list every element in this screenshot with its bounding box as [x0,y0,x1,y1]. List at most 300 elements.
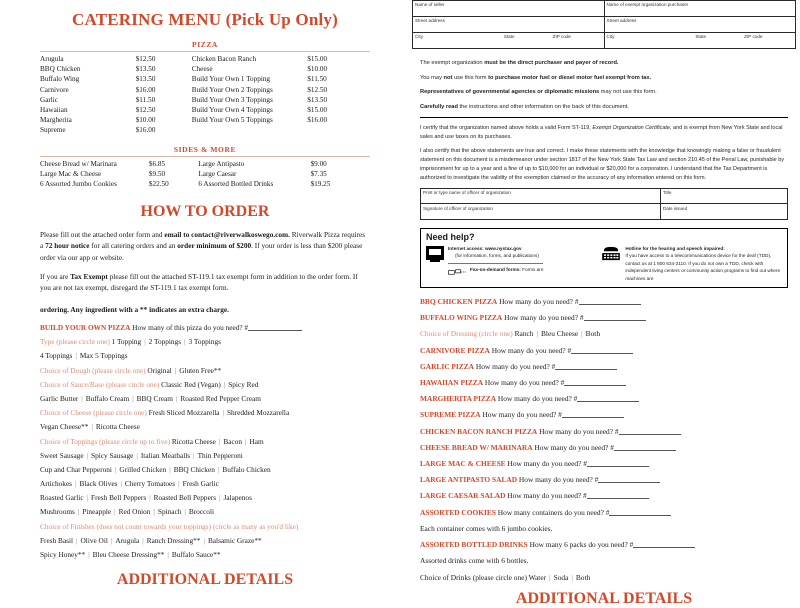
option[interactable]: Pineapple [82,507,112,517]
byo-sauce-options-1[interactable] [161,380,258,389]
tax-statements-block [412,58,796,288]
table-row [40,105,370,115]
seller-state-field[interactable]: State [503,34,515,39]
byo-toppings-line-4 [40,477,370,491]
byo-heading-line [40,321,370,335]
option[interactable]: Buffalo Sauce** [171,550,221,560]
purchaser-city-field[interactable]: City [606,34,615,39]
how-to-order-paragraph-1 [40,229,370,263]
byo-type-options-2[interactable] [40,351,127,360]
option[interactable]: Bleu Cheese [541,329,579,339]
purchaser-zip-field[interactable]: ZIP code [744,34,763,39]
item-price-2: $15.00 [307,106,328,115]
hotline-body: If you have access to a telecommunications device for the deaf (TDD), contact us at 1 800 634-2110. If you do not own a TDD, check with independent living centers or community action programs to find out where machines are [625,253,781,282]
option[interactable]: Grilled Chicken [119,464,167,474]
option[interactable]: Sweet Sausage [40,450,84,460]
option-separator: | [110,535,113,545]
seller-street-field[interactable]: Street address [413,17,605,32]
option[interactable]: Both [575,572,591,582]
order-item-name: BUFFALO WING PIZZA [420,313,503,323]
pizza-table-body [40,54,370,136]
seller-zip-field[interactable]: ZIP code [552,34,571,39]
byo-toppings-options-6[interactable] [40,507,214,516]
order-quantity-blank[interactable] [571,353,633,354]
item-price: $12.50 [135,55,156,64]
fax-label: Fax-on-demand forms: [470,266,521,272]
option-separator: | [169,464,171,474]
option[interactable]: Fresh Bell Peppers [91,493,147,503]
need-help-internet-column [426,245,593,283]
item-price-2: $9.00 [310,159,327,168]
option-separator: | [114,464,117,474]
item-name: Carnivore [40,85,69,94]
order-line [420,537,788,553]
p2-pre: If you are [40,271,71,281]
order-quantity-blank[interactable] [564,385,626,386]
option-separator: | [149,493,151,503]
order-line [420,440,788,456]
order-quantity-blank[interactable] [619,434,681,435]
order-line [420,456,788,472]
order-line [420,342,788,358]
item-price-2: $15.00 [307,55,328,64]
order-quantity-blank[interactable] [614,450,676,451]
item-name: Arugula [40,55,64,64]
option[interactable]: Thin Pepperoni [197,450,243,460]
byo-finishes-line-1 [40,534,370,548]
byo-sauce-line [40,378,370,392]
how-to-order-paragraph-3: ordering. Any ingredient with a ** indicates an extra charge. [40,304,229,314]
tax-form-row-name [413,1,795,17]
order-quantity-blank[interactable] [598,482,660,483]
byo-toppings-label: Choice of Toppings (please circle up to five) [40,436,171,446]
officer-title-field[interactable]: Title [662,190,672,196]
pizza-price-table [40,54,370,136]
item-name-2: Cheese [191,65,213,74]
order-item-name: LARGE ANTIPASTO SALAD [420,475,518,485]
option-separator: | [75,351,77,361]
divider [40,156,370,157]
item-name: 6 Assorted Jumbo Cookies [40,179,117,188]
tax-statements-list [420,58,788,112]
seller-name-field[interactable]: Name of seller [413,1,605,16]
signature-row-print [421,189,787,205]
order-line [420,294,788,310]
item-name-2 [192,125,308,135]
item-name: Buffalo Wing [40,75,80,84]
order-item-name: CHICKEN BACON RANCH PIZZA [420,426,538,436]
order-form-items [420,294,788,586]
item-name: Garlic [40,95,58,104]
drinks-choice-label: Choice of Drinks (please circle one) [420,572,527,582]
option[interactable]: 3 Toppings [188,337,221,347]
p1-end: . If your order is less than $200 please order via our app or website. [40,241,363,262]
item-price-2 [307,125,370,135]
option[interactable]: Balsamic Graze** [207,535,262,545]
option[interactable]: Spicy Sausage [91,450,134,460]
table-row [40,159,370,169]
item-price: $16.00 [135,85,156,94]
order-item-question: How many do you need? # [504,313,584,323]
byo-dough-label: Choice of Dough (please circle one) [40,365,146,375]
option[interactable]: Ranch [514,329,534,339]
order-item-question: How many do you need? # [499,296,579,306]
tax-exempt-and-order-page [404,0,800,607]
certify1-post: and is exempt from New York State and local sales and use taxes on its purchases. [420,125,783,141]
order-item-name: SUPREME PIZZA [420,410,481,420]
purchaser-state-field[interactable]: State [695,34,707,39]
tax-signature-box [420,188,788,220]
byo-toppings-options-4[interactable] [40,479,219,488]
byo-finishes-line-2 [40,548,370,562]
option-separator: | [81,393,83,403]
order-item-question: How many do you need? # [518,475,599,485]
option-separator: | [144,337,146,347]
option-separator: | [88,550,90,560]
order-item-question: How many containers do you need? # [497,507,610,517]
option[interactable]: Olive Oil [80,535,108,545]
how-to-order-title: HOW TO ORDER [140,203,270,221]
byo-finishes-options-1[interactable] [40,536,262,545]
option[interactable]: Jalapenos [223,493,252,503]
byo-toppings-options-5[interactable] [40,493,252,502]
item-price-2: $19.25 [310,179,331,188]
drinks-note: Assorted drinks come with 6 bottles. [420,556,529,566]
p2-tax-exempt: Tax Exempt [70,271,108,281]
order-item-question: How many do you need? # [482,410,562,420]
option[interactable]: 2 Toppings [148,337,182,347]
officer-signature-field[interactable]: Signature of officer of organization [421,204,661,219]
byo-dough-line [40,363,370,377]
option[interactable]: Soda [553,572,569,582]
order-quantity-blank[interactable] [587,498,649,499]
table-row [40,85,370,95]
option-separator: | [184,337,186,347]
divider [420,117,788,118]
option[interactable]: Fresh Basil [40,535,74,545]
byo-type-label: Type (please circle one) [40,337,110,347]
item-name-2: Build Your Own 1 Topping [191,75,271,84]
purchaser-name-field[interactable]: Name of exempt organization purchaser [606,2,689,7]
table-row [40,115,370,125]
option[interactable]: Buffalo Chicken [222,464,271,474]
tax-statement: Representatives of governmental agencies or diplomatic missions may not use this form. [420,89,657,96]
byo-toppings-options-3[interactable] [40,465,271,474]
option[interactable]: Shredded Mozzarella [227,408,290,418]
date-issued-field[interactable]: Date issued [662,205,688,211]
option[interactable]: Cup and Char Pepperoni [40,464,112,474]
item-name: BBQ Chicken [40,65,81,74]
tax-form-address-box [412,0,796,49]
option[interactable]: Max 5 Toppings [79,351,128,361]
item-name: Margherita [40,116,72,125]
item-name-2: Build Your Own 3 Toppings [191,95,273,104]
item-price: $12.50 [135,106,156,115]
tax-form-row-city [413,33,795,48]
item-name-2: Build Your Own 5 Toppings [191,116,273,125]
option-separator: | [223,379,226,389]
tax-statement: Carefully read the instructions and other information on the back of this document. [420,103,629,110]
need-help-columns [426,245,782,283]
need-help-hotline-column [601,245,782,283]
order-line [420,472,788,488]
byo-toppings-line-6 [40,505,370,519]
fax-machine-icon [448,268,466,276]
option[interactable]: 1 Topping [111,337,142,347]
option[interactable]: Fresh Garlic [182,479,219,489]
order-item-name: ASSORTED COOKIES [420,507,496,517]
option[interactable]: Arugula [115,535,140,545]
seller-city-state-zip[interactable] [413,33,605,48]
divider [40,51,370,52]
byo-toppings-options-1[interactable] [172,437,264,446]
need-help-box [420,228,788,288]
option[interactable]: Cherry Tomatoes [124,479,176,489]
option[interactable]: BBQ Cream [136,393,173,403]
byo-toppings-line-3 [40,463,370,477]
need-help-title: Need help? [426,231,475,242]
option-separator: | [174,365,177,375]
option[interactable]: 4 Toppings [40,351,73,361]
option-separator: | [75,479,77,489]
table-row [40,125,370,135]
option[interactable]: Roasted Garlic [40,493,84,503]
order-line [420,407,788,423]
order-quantity-blank[interactable] [584,320,646,321]
seller-city-field[interactable]: City [415,34,423,39]
sides-table-body [40,159,370,190]
item-price: $10.00 [135,116,156,125]
option[interactable]: Water [528,572,547,582]
option[interactable]: Black Olives [79,479,118,489]
order-quantity-blank[interactable] [577,401,639,402]
option[interactable]: Artichokes [40,479,73,489]
table-row [40,74,370,84]
p1-pre: Please fill out the attached order form and [40,230,165,240]
order-item-name: HAWAIIAN PIZZA [420,377,484,387]
option-separator: | [193,450,195,460]
order-quantity-blank[interactable] [609,515,671,516]
drinks-choice-line [420,569,788,585]
order-item-question: How many do you need? # [497,394,578,404]
option[interactable]: Broccoli [188,507,215,517]
order-item-name: CARNIVORE PIZZA [420,345,490,355]
byo-heading: BUILD YOUR OWN PIZZA [40,323,131,333]
byo-toppings-line [40,434,370,448]
option[interactable]: Ranch Dressing** [146,535,201,545]
option-separator: | [549,572,551,582]
option-separator: | [142,535,144,545]
item-name-2: Large Caesar [198,169,237,178]
order-item-question: How many do you need? # [507,459,587,469]
tax-form-row-street [413,17,795,33]
byo-cheese-options-2[interactable] [40,422,140,431]
option[interactable]: Bacon [223,436,242,446]
tax-statement: The exempt organization must be the direct purchaser and payer of record. [420,60,619,66]
divider [448,263,543,264]
option[interactable]: Both [585,329,601,339]
order-quantity-blank[interactable] [555,369,617,370]
byo-cheese-line [40,406,370,420]
option[interactable]: Mushrooms [40,507,75,517]
internet-access-text [448,245,543,283]
option-separator: | [536,329,538,339]
tdd-phone-icon [601,246,621,261]
option[interactable]: Gluten Free** [179,365,222,375]
order-line [420,488,788,504]
build-your-own-section [40,321,370,562]
byo-sauce-label: Choice of Sauce/Base (please circle one) [40,379,160,389]
certify1-italic: Exempt Organization Certificate, [592,125,672,132]
item-price-2: $12.50 [307,85,328,94]
byo-type-line [40,335,370,349]
option[interactable]: Spicy Red [228,379,259,389]
cookie-note: Each container comes with 6 jumbo cookies. [420,523,553,533]
option[interactable]: Classic Red (Vegan) [161,379,221,389]
option[interactable]: Ricotta Cheese [171,436,216,446]
option-separator: | [217,464,220,474]
option[interactable]: Buffalo Cream [85,393,130,403]
item-price-2: $11.50 [307,75,327,84]
option-separator: | [86,493,89,503]
hotline-text [625,245,782,283]
item-name: Large Mac & Cheese [40,169,102,178]
option-separator: | [132,393,134,403]
purchaser-city-state-zip[interactable] [605,33,796,48]
order-line [420,310,788,326]
order-line [420,375,788,391]
order-item-question: How many do you need? # [491,345,572,355]
order-item-name: MARGHERITA PIZZA [420,394,497,404]
byo-cheese-options-1[interactable] [149,408,290,417]
option-separator: | [153,507,155,517]
option[interactable]: Bleu Cheese Dressing** [92,550,165,560]
item-price: $11.50 [135,95,156,104]
option-separator: | [86,450,89,460]
order-quantity-blank[interactable] [579,304,641,305]
byo-finishes-options-2[interactable] [40,550,221,559]
item-price-2: $7.35 [310,169,327,178]
computer-monitor-icon [426,246,444,260]
item-name: Supreme [40,126,66,135]
item-price-2: $16.00 [307,116,328,125]
tax-certify-paragraph-2: I also certify that the above statements are true and correct. I make these statements with the knowledge that knowingly making a false or fraudulent statement on this document is a misdemeanor under section 1817 of the New York State Tax Law and section 210.45 of the Penal Law, punishable by imprisonment for up to a year and a fine of up to $10,000 for an individual or $20,000 for a corporation. I understand that the Tax Department is authorized to investigate the validity of the exemption claimed or the accuracy of any information entered on this form. [420,148,785,181]
option[interactable]: Spicy Honey** [40,550,86,560]
option[interactable]: Ricotta Cheese [95,422,140,432]
byo-heading-question: How many of this pizza do you need? # [132,323,249,333]
order-item-question: How many do you need? # [507,491,587,501]
tax-statement: You may not use this form to purchase motor fuel or diesel motor fuel exempt from tax. [420,74,652,81]
order-item-name: ASSORTED BOTTLED DRINKS [420,540,528,550]
order-item-question: How many do you need? # [539,426,619,436]
option-separator: | [245,436,247,446]
option[interactable]: Roasted Red Pepper Cream [180,393,261,403]
order-quantity-blank[interactable] [633,547,695,548]
order-item-question: How many do you need? # [534,442,614,452]
tax-certify-paragraph-1 [420,124,788,142]
catering-menu-page [0,0,400,600]
p2-end: please fill out the attached ST-119.1 tax exempt form in addition to the order form. If you are not tax exempt, disregard the ST-119.1 tax exempt form. [40,271,358,293]
option-separator: | [76,535,78,545]
byo-toppings-options-2[interactable] [40,451,243,460]
byo-type-options-1[interactable] [112,337,221,346]
option-separator: | [167,550,169,560]
officer-name-field[interactable]: Print or type name of officer of organization [421,189,661,204]
order-quantity-blank[interactable] [562,417,624,418]
sides-section-label: SIDES & MORE [173,144,237,154]
additional-details-title-left: ADDITIONAL DETAILS [116,571,294,589]
option-separator: | [91,422,93,432]
option[interactable]: BBQ Chicken [173,464,215,474]
option-separator: | [581,329,583,339]
table-row [40,54,370,64]
option[interactable]: Red Onion [118,507,151,517]
option[interactable]: Vegan Cheese** [40,422,89,432]
item-price: $13.50 [135,75,156,84]
option[interactable]: Original [147,365,172,375]
byo-sauce-options-2[interactable] [40,394,261,403]
fax-on-demand-row [448,266,543,276]
item-name-2: Build Your Own 4 Toppings [191,106,273,115]
dressing-label: Choice of Dressing (circle one) [420,329,513,339]
order-item-name: LARGE CAESAR SALAD [420,491,506,501]
option[interactable]: Garlic Butter [40,393,79,403]
option-separator: | [114,507,116,517]
additional-details-title-right: ADDITIONAL DETAILS [515,589,693,607]
dressing-choice-line [420,326,788,342]
byo-dough-options[interactable] [147,366,221,375]
option-separator: | [203,535,205,545]
item-price: $13.50 [135,65,156,74]
table-row [40,64,370,74]
item-price: $6.85 [148,159,166,168]
p1-mid2: for all catering orders and an [89,241,178,251]
order-item-name: LARGE MAC & CHEESE [420,459,506,469]
option-separator: | [178,479,180,489]
byo-sauce-line-2 [40,392,370,406]
page-title: CATERING MENU (Pick Up Only) [72,10,338,29]
option[interactable]: Italian Meatballs [140,450,191,460]
option-separator: | [120,479,122,489]
pizza-section-label: PIZZA [192,40,218,49]
option[interactable]: Fresh Sliced Mozzarella [148,408,220,418]
table-row [40,179,370,189]
item-name: Cheese Bread w/ Marinara [40,159,117,168]
order-quantity-blank[interactable] [587,466,649,467]
order-item-name: GARLIC PIZZA [420,361,475,371]
item-price: $9.50 [148,169,166,178]
purchaser-street-field[interactable]: Street address [606,18,637,23]
p1-email: email to contact@riverwalkoswego.com. [164,230,290,240]
order-item-question: How many do you need? # [475,361,556,371]
option-separator: | [571,572,573,582]
order-item-name: BBQ CHICKEN PIZZA [420,296,498,306]
item-price-2: $13.50 [307,95,328,104]
table-row [40,169,370,179]
option-separator: | [77,507,80,517]
how-to-order-paragraph-2 [40,271,370,294]
order-item-question: How many do you need? # [484,377,565,387]
option[interactable]: Spinach [157,507,182,517]
p1-notice: 72 hour notice [45,241,90,251]
option-separator: | [136,450,138,460]
order-line [420,359,788,375]
order-line [420,505,788,521]
option[interactable]: Roasted Bell Peppers [153,493,217,503]
byo-quantity-blank[interactable] [248,330,302,331]
byo-toppings-line-2 [40,449,370,463]
option[interactable]: Ham [249,436,264,446]
